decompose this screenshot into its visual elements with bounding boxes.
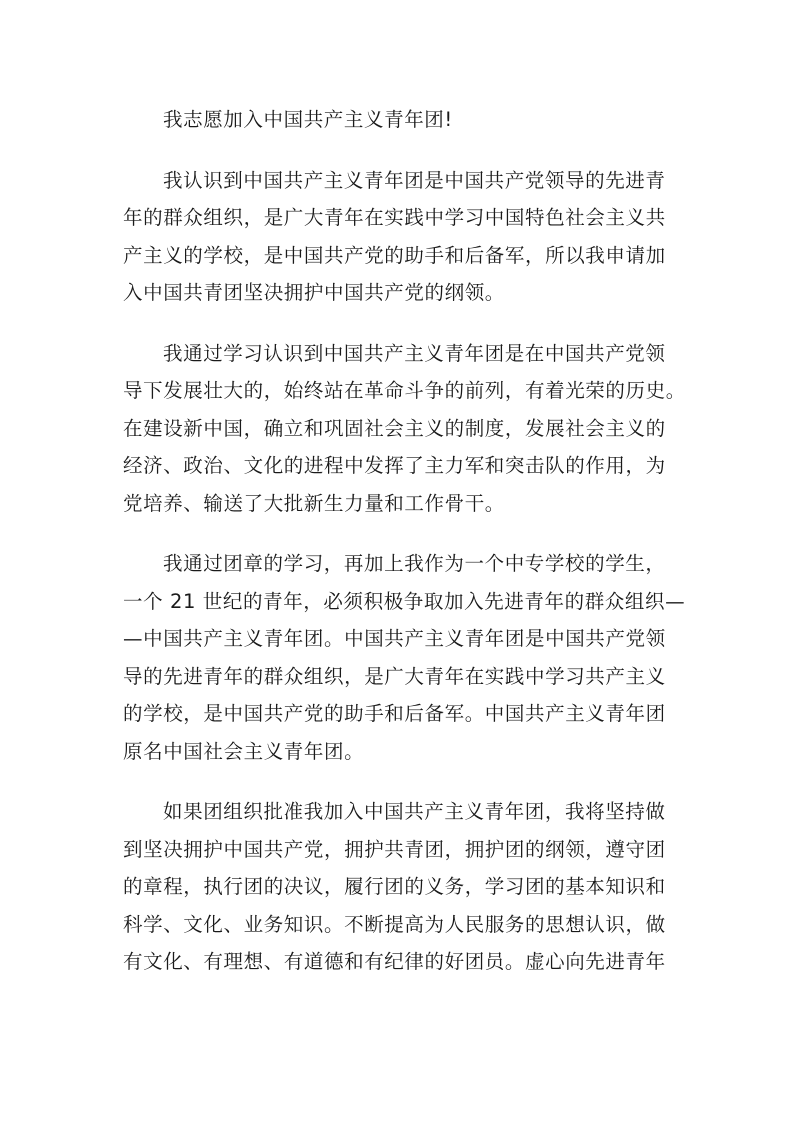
text-line: —中国共产主义青年团。中国共产主义青年团是中国共产党领 — [123, 627, 666, 650]
text-line: 原名中国社会主义青年团。 — [123, 739, 365, 763]
paragraph-commitment — [123, 793, 678, 981]
text-line: 如果团组织批准我加入中国共产主义青年团，我将坚持做 — [163, 800, 666, 823]
text-line: 年的群众组织，是广大青年在实践中学习中国特色社会主义共 — [123, 206, 666, 229]
text-line: 有文化、有理想、有道德和有纪律的好团员。虚心向先进青年 — [123, 950, 666, 973]
text-line: 我认识到中国共产主义青年团是中国共产党领导的先进青 — [163, 168, 666, 192]
text-line: 的学校，是中国共产党的助手和后备军。中国共产主义青年团 — [123, 702, 666, 725]
text-line: 在建设新中国，确立和巩固社会主义的制度，发展社会主义的 — [123, 416, 666, 440]
text-line: 经济、政治、文化的进程中发挥了主力军和突击队的作用，为 — [123, 454, 666, 477]
text-line: 我通过学习认识到中国共产主义青年团是在中国共产党领 — [163, 341, 666, 365]
paragraph-opening — [123, 101, 678, 139]
text-line: 科学、文化、业务知识。不断提高为人民服务的思想认识，做 — [123, 912, 666, 936]
paragraph-understanding — [123, 162, 678, 312]
text-line: 党培养、输送了大批新生力量和工作骨干。 — [123, 491, 505, 515]
text-line: 导的先进青年的群众组织，是广大青年在实践中学习共产主义 — [123, 664, 666, 688]
text-line: 导下发展壮大的，始终站在革命斗争的前列，有着光荣的历史。 — [123, 379, 686, 402]
text-line: 我通过团章的学习，再加上我作为一个中专学校的学生， — [163, 552, 666, 575]
text-line: 的章程，执行团的决议，履行团的义务，学习团的基本知识和 — [123, 875, 666, 898]
document-page — [123, 101, 686, 1004]
text-line: 入中国共青团坚决拥护中国共产党的纲领。 — [123, 281, 505, 304]
text-line: 我志愿加入中国共产主义青年团! — [163, 108, 453, 131]
paragraph-history — [123, 335, 686, 523]
text-line: 产主义的学校，是中国共产党的助手和后备军，所以我申请加 — [123, 243, 666, 267]
paragraph-constitution-study — [123, 545, 686, 770]
text-line: 到坚决拥护中国共产党，拥护共青团，拥护团的纲领，遵守团 — [123, 837, 666, 861]
text-line: 一个 21 世纪的青年，必须积极争取加入先进青年的群众组织— — [123, 589, 686, 613]
